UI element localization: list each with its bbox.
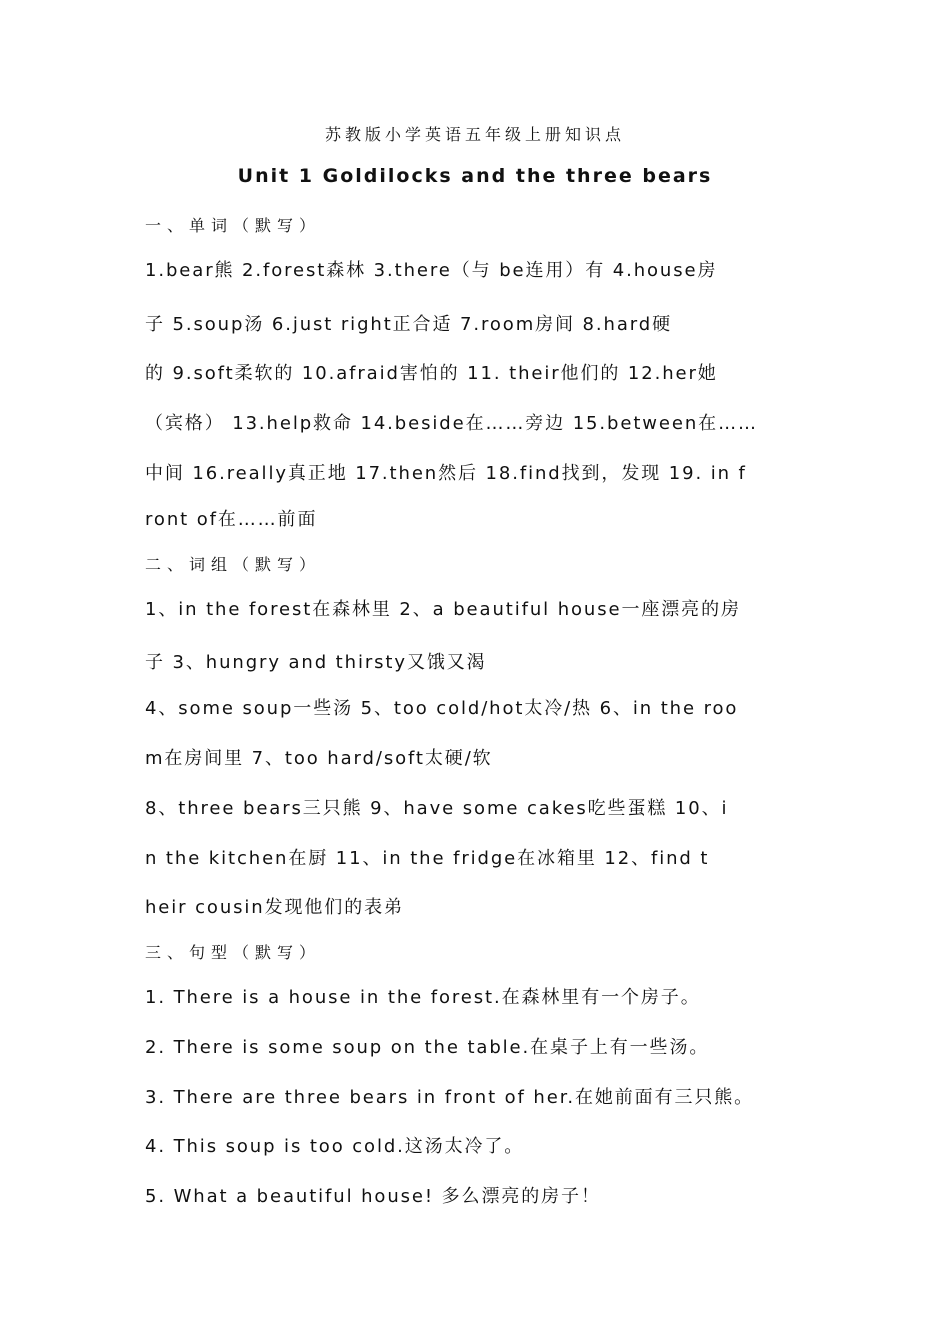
phrases-line-6: n the kitchen在厨 11、in the fridge在冰箱里 12、find t [145,848,710,869]
sentence-line-5: 5. What a beautiful house! 多么漂亮的房子！ [145,1186,601,1207]
words-line-6: ront of在……前面 [145,509,318,530]
sentence-line-1: 1. There is a house in the forest.在森林里有一个房子。 [145,987,701,1008]
words-line-3: 的 9.soft柔软的 10.afraid害怕的 11. their他们的 12.her她 [145,363,718,384]
section-heading-phrases: 二、词组（默写） [145,555,322,574]
section-heading-words: 一、单词（默写） [145,216,322,235]
sentence-line-4: 4. This soup is too cold.这汤太冷了。 [145,1136,525,1157]
sentence-line-3: 3. There are three bears in front of her.在她前面有三只熊。 [145,1087,755,1108]
document-title: 苏教版小学英语五年级上册知识点 [324,125,625,144]
words-line-1: 1.bear熊 2.forest森林 3.there（与 be连用）有 4.house房 [145,260,718,281]
words-line-5: 中间 16.really真正地 17.then然后 18.find找到，发现 19. in f [145,463,747,484]
phrases-line-7: heir cousin发现他们的表弟 [145,897,404,918]
words-line-4: （宾格） 13.help救命 14.beside在……旁边 15.between在…… [145,413,758,434]
phrases-line-1: 1、in the forest在森林里 2、a beautiful house一座漂亮的房 [145,599,741,620]
words-line-2: 子 5.soup汤 6.just right正合适 7.room房间 8.hard硬 [145,314,672,335]
unit-title: Unit 1 Goldilocks and the three bears [237,165,713,187]
section-heading-sentences: 三、句型（默写） [145,943,322,962]
sentence-line-2: 2. There is some soup on the table.在桌子上有一些汤。 [145,1037,710,1058]
phrases-line-2: 子 3、hungry and thirsty又饿又渴 [145,652,487,673]
phrases-line-4: m在房间里 7、too hard/soft太硬/软 [145,748,493,769]
phrases-line-3: 4、some soup一些汤 5、too cold/hot太冷/热 6、in the roo [145,698,739,719]
phrases-line-5: 8、three bears三只熊 9、have some cakes吃些蛋糕 10、i [145,798,729,819]
